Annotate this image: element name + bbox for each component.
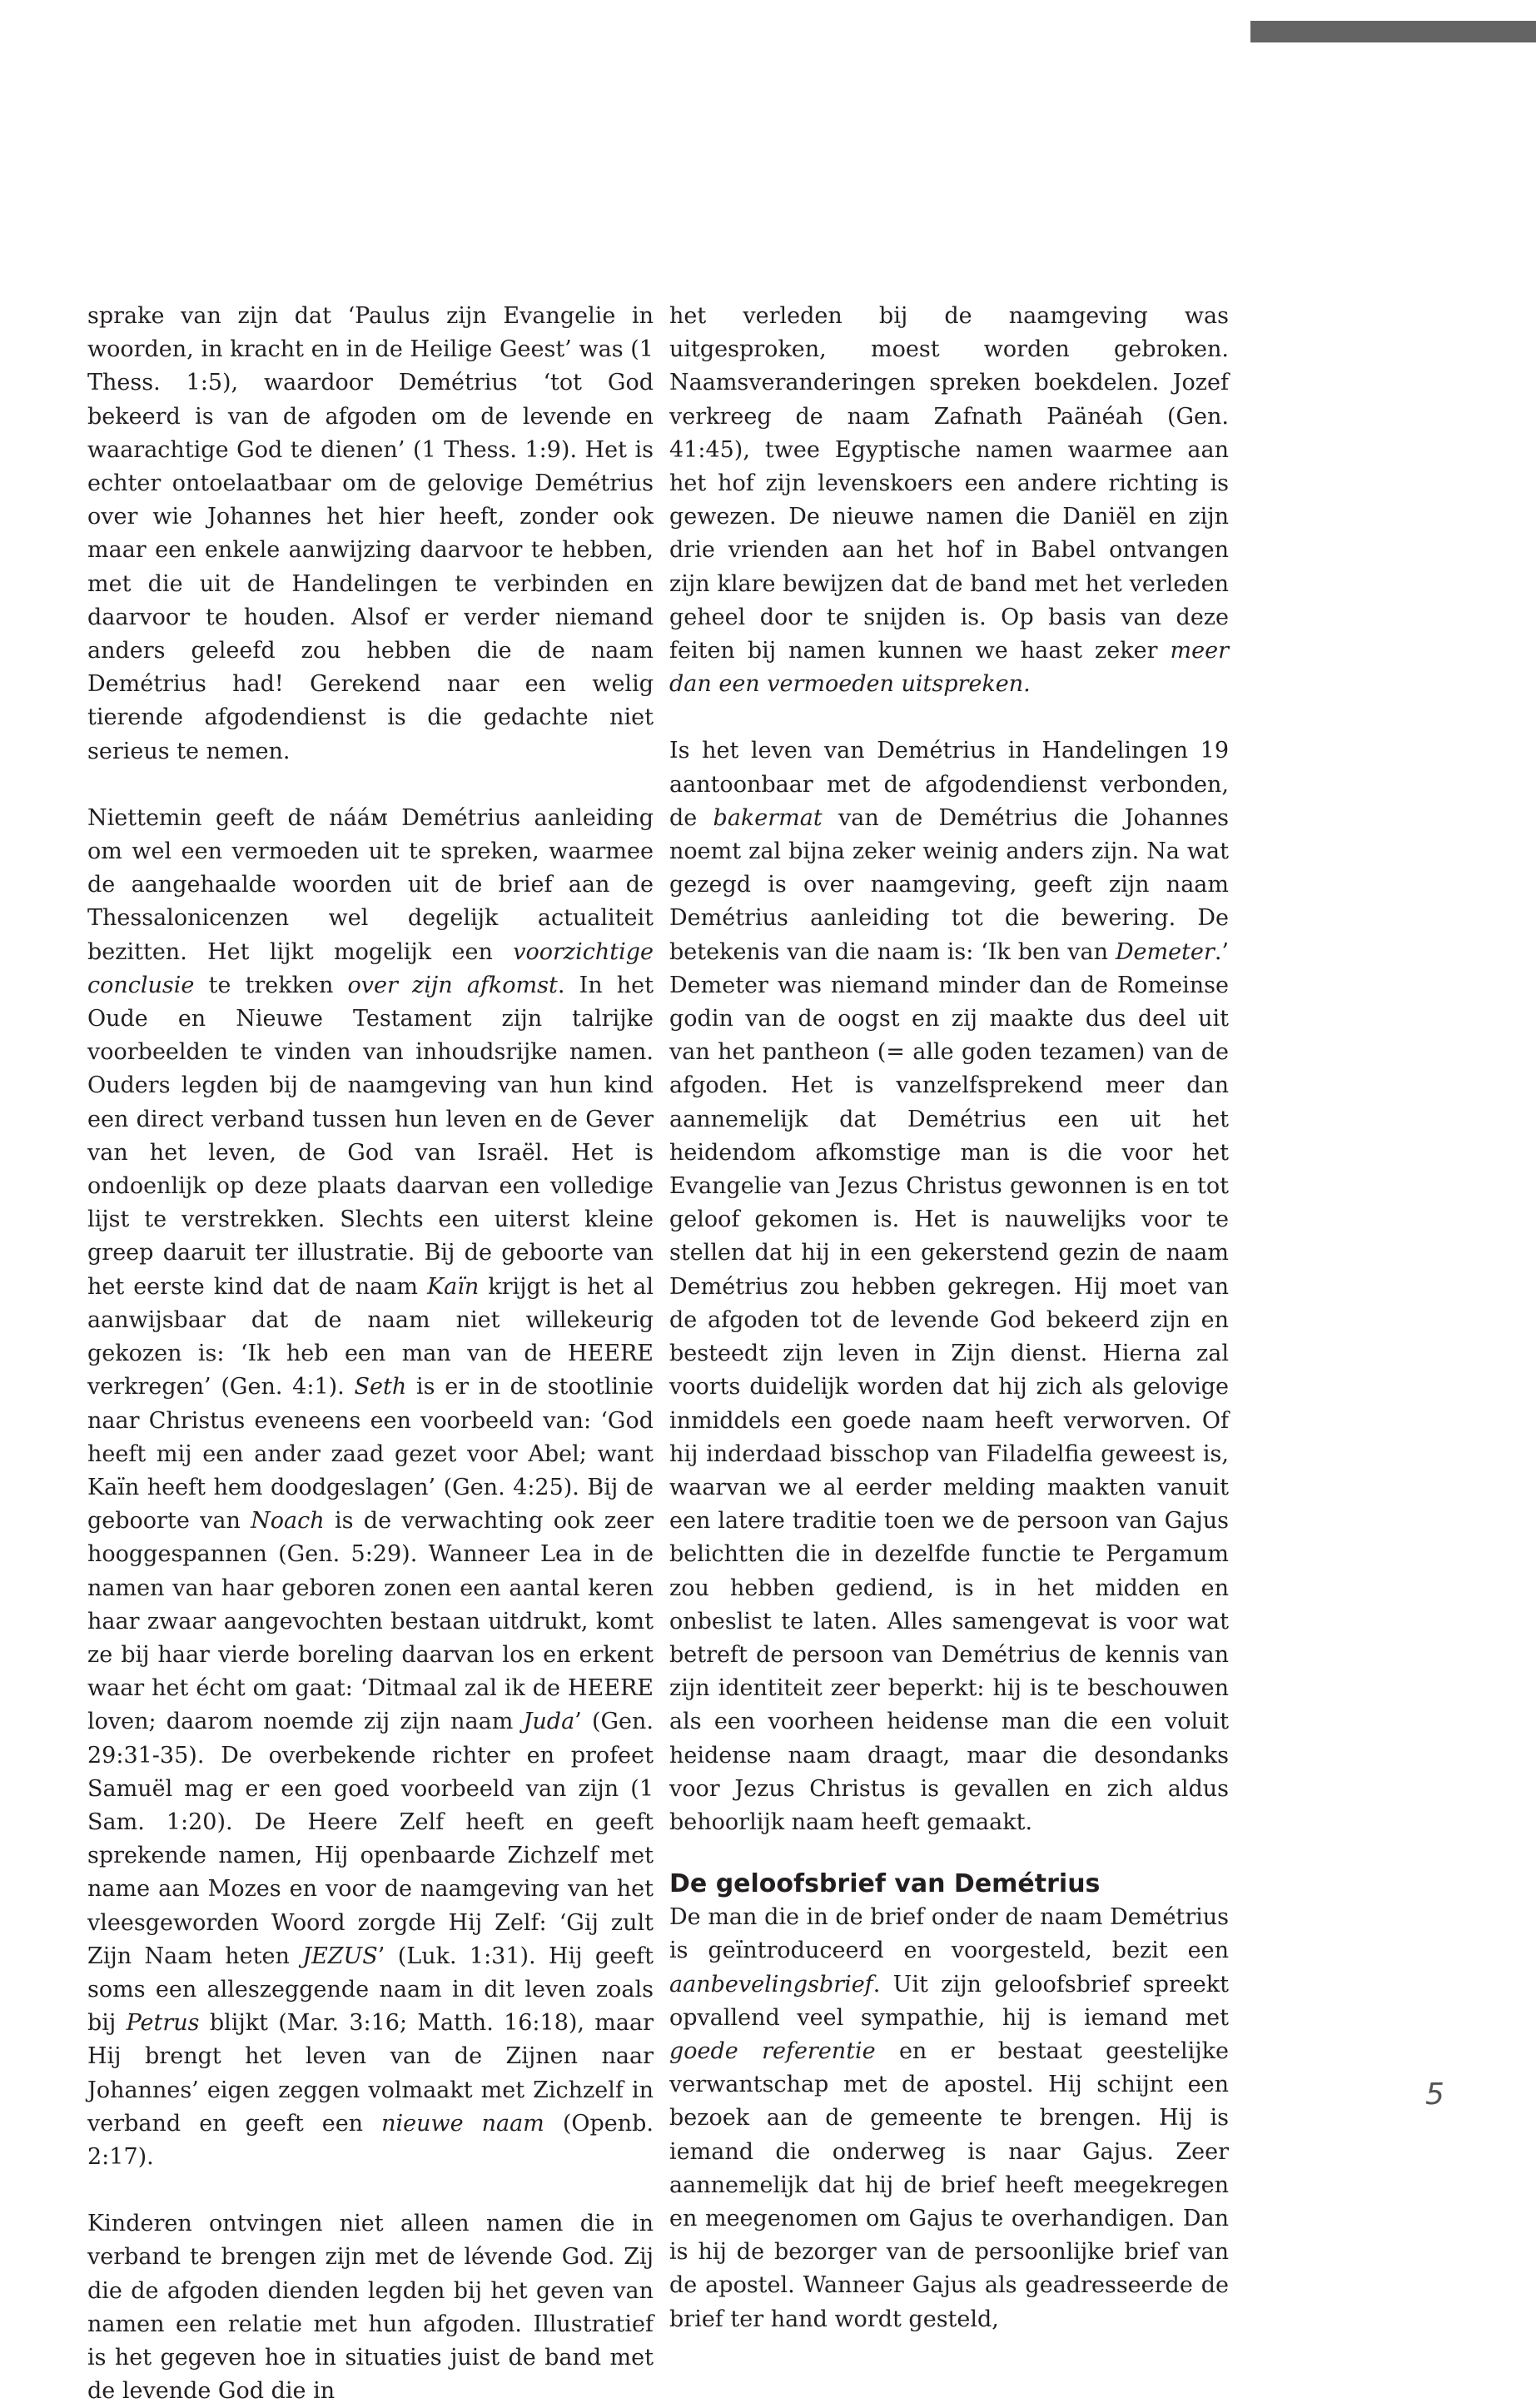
section-heading: De geloofsbrief van Demétrius: [669, 1869, 1101, 1899]
paragraph: Kinderen ontvingen niet alleen namen die in verband te brengen zijn met de lévende God. Zij die de afgoden dienden legden bij het geven van namen een relatie met hun afgoden. Illustratief is het gegeven hoe in situaties juist de band met de levende God die in: [87, 2211, 654, 2405]
paragraph: De man die in de brief onder de naam Demétrius is geïntroduceerd en voorgesteld, bezit een aanbevelingsbrief. Uit zijn geloofsbrief spreekt opvallend veel sympathie, hij is iemand met goede referentie en er bestaat geestelijke verwantschap met de apostel. Hij schijnt een bezoek aan de gemeente te brengen. Hij is iemand die onderweg is naar Gajus. Zeer aannemelijk dat hij de brief heeft meegekregen en meegenomen om Gajus te overhandigen. Dan is hij de bezorger van de persoonlijke brief van de apostel. Wanneer Gajus als geadresseerde de brief ter hand wordt gesteld,: [669, 1904, 1229, 2332]
left-column: [87, 300, 654, 2408]
paragraph: Niettemin geeft de nááм Demétrius aanleiding om wel een vermoeden uit te spreken, waarmee de aangehaalde woorden uit de brief aan de Thessalonicenzen wel degelijk actualiteit bezitten. Het lijkt mogelijk een voorzichtige conclusie te trekken over zijn afkomst. In het Oude en Nieuwe Testament zijn talrijke voorbeelden te vinden van inhoudsrijke namen. Ouders legden bij de naamgeving van hun kind een direct verband tussen hun leven en de Gever van het leven, de God van Israël. Het is ondoenlijk op deze plaats daarvan een volledige lijst te verstrekken. Slechts een uiterst kleine greep daaruit ter illustratie. Bij de geboorte van het eerste kind dat de naam Kaïn krijgt is het al aanwijsbaar dat de naam niet willekeurig gekozen is: ‘Ik heb een man van de HEERE verkregen’ (Gen. 4:1). Seth is er in de stootlinie naar Christus eveneens een voorbeeld van: ‘God heeft mij een ander zaad gezet voor Abel; want Kaïn heeft hem doodgeslagen’ (Gen. 4:25). Bij de geboorte van Noach is de verwachting ook zeer hooggespannen (Gen. 5:29). Wanneer Lea in de namen van haar geboren zonen een aantal keren haar zwaar aangevochten bestaan uitdrukt, komt ze bij haar vierde boreling daarvan los en erkent waar het écht om gaat: ‘Ditmaal zal ik de HEERE loven; daarom noemde zij zijn naam Juda’ (Gen. 29:31-35). De overbekende richter en profeet Samuël mag er een goed voorbeeld van zijn (1 Sam. 1:20). De Heere Zelf heeft en geeft sprekende namen, Hij openbaarde Zichzelf met name aan Mozes en voor de naamgeving van het vleesgeworden Woord zorgde Hij Zelf: ‘Gij zult Zijn Naam heten JEZUS’ (Luk. 1:31). Hij geeft soms een alleszeggende naam in dit leven zoals bij Petrus blijkt (Mar. 3:16; Matth. 16:18), maar Hij brengt het leven van de Zijnen naar Johannes’ eigen zeggen volmaakt met Zichzelf in verband en geeft een nieuwe naam (Openb. 2:17).: [87, 804, 654, 2170]
paragraph: het verleden bij de naamgeving was uitgesproken, moest worden gebroken. Naamsveranderingen spreken boekdelen. Jozef verkreeg de naam Zafnath Paänéah (Gen. 41:45), twee Egyptische namen waarmee aan het hof zijn levenskoers een andere richting is gewezen. De nieuwe namen die Daniël en zijn drie vrienden aan het hof in Babel ontvangen zijn klare bewijzen dat de band met het verleden geheel door te snijden is. Op basis van deze feiten bij namen kunnen we haast zeker meer dan een vermoeden uitspreken.: [669, 303, 1229, 698]
right-column: [669, 300, 1229, 2336]
page-number: 5: [1425, 2077, 1444, 2112]
paragraph: sprake van zijn dat ‘Paulus zijn Evangelie in woorden, in kracht en in de Heilige Geest’ was (1 Thess. 1:5), waardoor Demétrius ‘tot God bekeerd is van de afgoden om de levende en waarachtige God te dienen’ (1 Thess. 1:9). Het is echter ontoelaatbaar om de gelovige Demétrius over wie Johannes het hier heeft, zonder ook maar een enkele aanwijzing daarvoor te hebben, met die uit de Handelingen te verbinden en daarvoor te houden. Alsof er verder niemand anders geleefd zou hebben die de naam Demétrius had! Gerekend naar een welig tierende afgodendienst is die gedachte niet serieus te nemen.: [87, 303, 654, 764]
top-bar-decoration: [1250, 21, 1536, 42]
paragraph: Is het leven van Demétrius in Handelingen 19 aantoonbaar met de afgodendienst verbonden, de bakermat van de Demétrius die Johannes noemt zal bijna zeker weinig anders zijn. Na wat gezegd is over naamgeving, geeft zijn naam Demétrius aanleiding tot die bewering. De betekenis van die naam is: ‘Ik ben van Demeter.’ Demeter was niemand minder dan de Romeinse godin van de oogst en zij maakte dus deel uit van het pantheon (= alle goden tezamen) van de afgoden. Het is vanzelfsprekend meer dan aannemelijk dat Demétrius een uit het heidendom afkomstige man is die voor het Evangelie van Jezus Christus gewonnen is en tot geloof gekomen is. Het is nauwelijks voor te stellen dat hij in een gekerstend gezin de naam Demétrius zou hebben gekregen. Hij moet van de afgoden tot de levende God bekeerd zijn en besteedt zijn leven in Zijn dienst. Hierna zal voorts duidelijk worden dat hij zich als gelovige inmiddels een goede naam heeft verworven. Of hij inderdaad bisschop van Filadelfia geweest is, waarvan we al eerder melding maakten vanuit een latere traditie toen we de persoon van Gajus belichtten die in dezelfde functie te Pergamum zou hebben gediend, is in het midden en onbeslist te laten. Alles samengevat is voor wat betreft de persoon van Demétrius de kennis van zijn identiteit zeer beperkt: hij is te beschouwen als een voorheen heidense man die een voluit heidense naam draagt, maar die desondanks voor Jezus Christus is gevallen en zich aldus behoorlijk naam heeft gemaakt.: [669, 738, 1229, 1835]
